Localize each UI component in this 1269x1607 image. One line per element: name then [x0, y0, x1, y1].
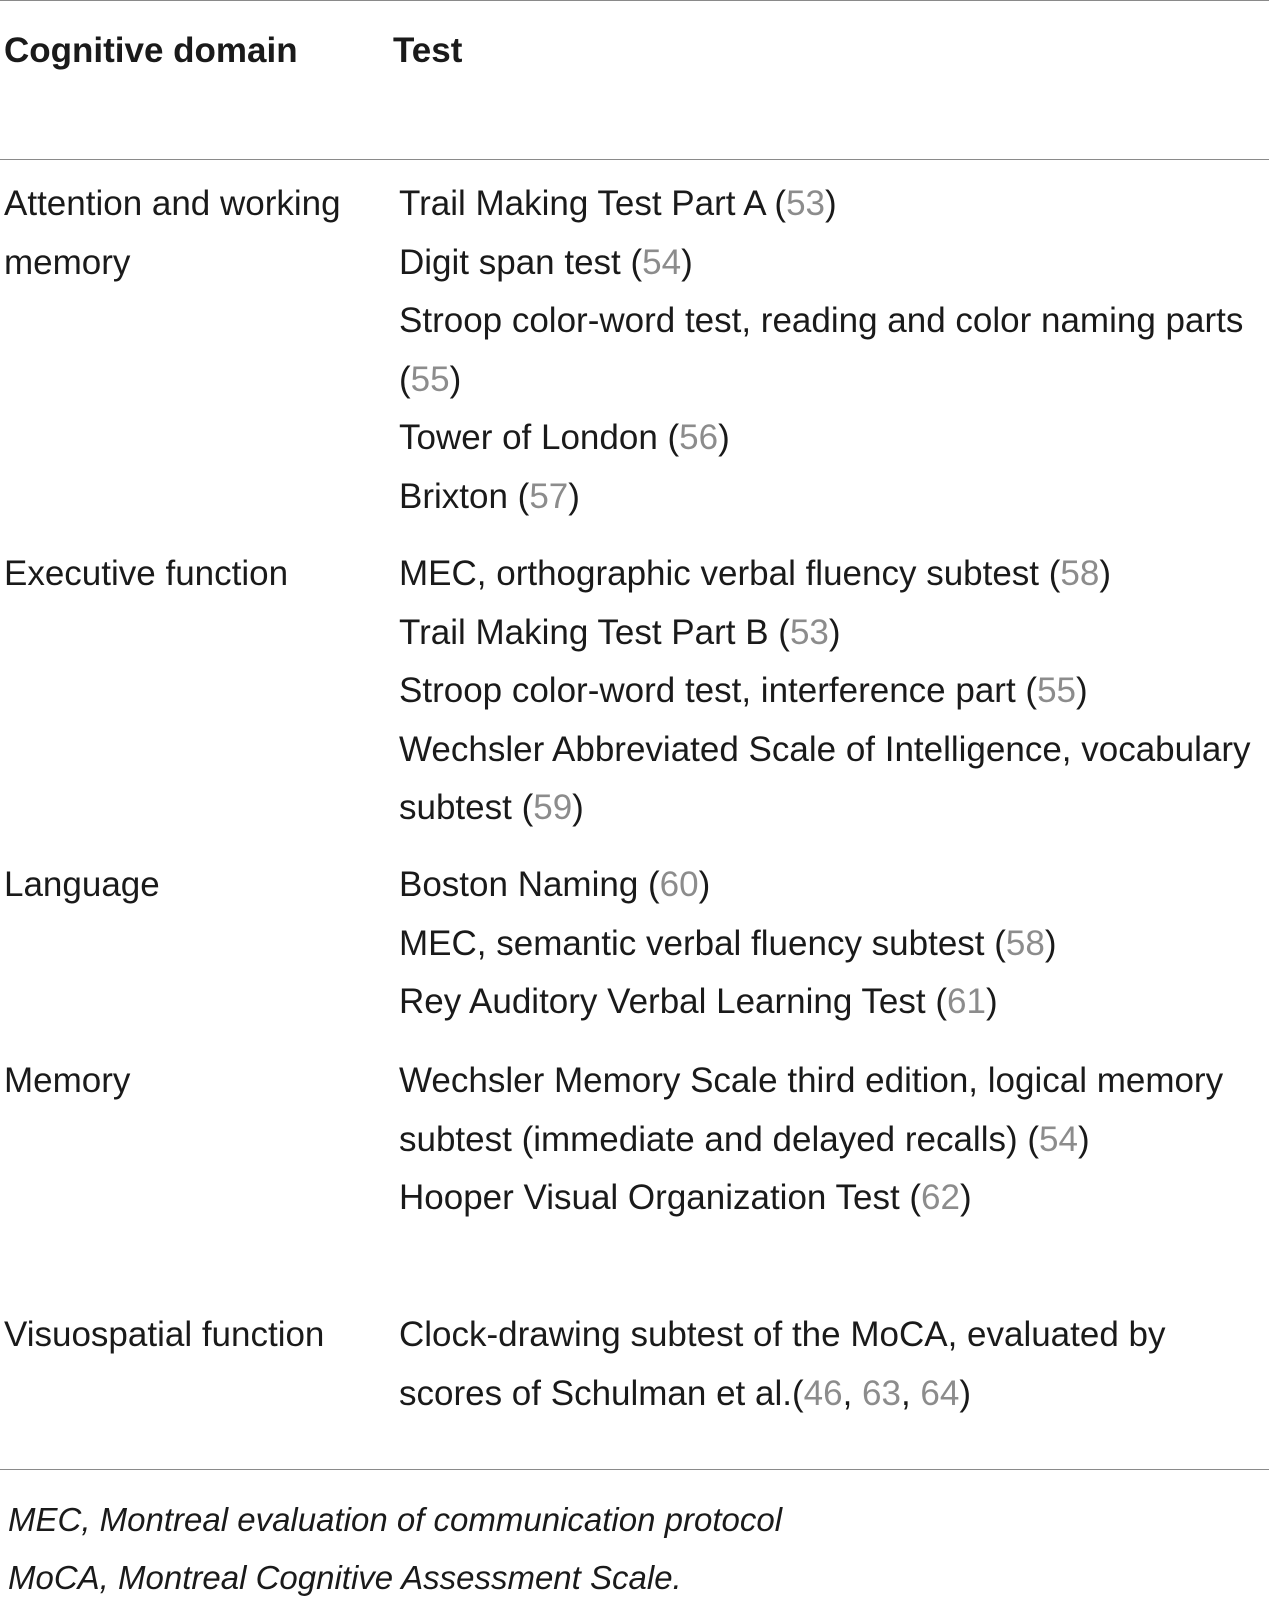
reference-separator: , — [900, 1373, 921, 1413]
reference-close: ) — [825, 184, 837, 223]
test-item — [399, 604, 1259, 663]
reference-close: ) — [568, 476, 580, 516]
reference-number[interactable]: 61 — [947, 982, 986, 1021]
test-name: Stroop color-word test, interference part ( — [399, 671, 1038, 710]
reference-close: ) — [718, 418, 730, 457]
reference-close: ) — [681, 242, 693, 282]
domain-cell: Memory — [4, 1061, 131, 1100]
header-cognitive-domain: Cognitive domain — [4, 31, 298, 70]
reference-number[interactable]: 54 — [1039, 1119, 1078, 1159]
reference-number[interactable]: 58 — [1005, 923, 1045, 963]
test-item — [399, 856, 1259, 915]
footnote-mec: MEC, Montreal evaluation of communication protocol — [8, 1501, 783, 1538]
test-item — [399, 175, 1259, 234]
footnote-moca: MoCA, Montreal Cognitive Assessment Scale. — [8, 1559, 682, 1596]
reference-separator: , — [842, 1373, 863, 1413]
bottom-rule — [0, 1469, 1269, 1470]
header-test: Test — [393, 31, 463, 70]
tests-cell — [399, 1052, 1259, 1228]
test-item — [399, 545, 1259, 604]
reference-close: ) — [1044, 923, 1057, 963]
test-name: Wechsler Memory Scale third edition, logical memory subtest (immediate and delayed recalls) ( — [399, 1061, 1224, 1159]
test-name: Digit span test ( — [399, 242, 643, 282]
test-name: Tower of London ( — [399, 418, 680, 457]
reference-number[interactable]: 56 — [679, 418, 719, 457]
domain-cell: Visuospatial function — [4, 1315, 325, 1354]
test-item — [399, 721, 1259, 838]
reference-number[interactable]: 57 — [529, 476, 569, 516]
domain-cell: Executive function — [4, 554, 289, 593]
tests-cell — [399, 856, 1259, 1032]
reference-number[interactable]: 60 — [659, 865, 699, 904]
test-item — [399, 973, 1259, 1032]
reference-close: ) — [698, 865, 711, 904]
reference-number[interactable]: 53 — [786, 184, 826, 223]
test-name: Stroop color-word test, reading and color naming parts ( — [399, 301, 1244, 399]
reference-number[interactable]: 54 — [642, 242, 682, 282]
reference-number[interactable]: 46 — [803, 1373, 843, 1413]
reference-number[interactable]: 63 — [862, 1373, 901, 1413]
reference-close: ) — [985, 982, 998, 1021]
test-name: MEC, semantic verbal fluency subtest ( — [399, 923, 1006, 963]
test-item — [399, 662, 1259, 721]
reference-number[interactable]: 59 — [533, 788, 573, 827]
reference-number[interactable]: 58 — [1060, 554, 1100, 593]
domain-cell: Attention and working memory — [4, 184, 341, 282]
test-name: Boston Naming ( — [399, 865, 660, 904]
reference-number[interactable]: 55 — [1037, 671, 1076, 710]
test-item — [399, 468, 1259, 527]
reference-number[interactable]: 64 — [920, 1373, 960, 1413]
test-name: Wechsler Abbreviated Scale of Intelligence, vocabulary subtest ( — [399, 729, 1251, 827]
reference-close: ) — [828, 612, 841, 652]
reference-close: ) — [449, 359, 462, 399]
test-name: Hooper Visual Organization Test ( — [399, 1178, 922, 1217]
tests-cell — [399, 1306, 1259, 1423]
reference-number[interactable]: 53 — [789, 612, 829, 652]
test-name: Trail Making Test Part A ( — [399, 184, 787, 223]
test-item — [399, 1169, 1259, 1228]
reference-close: ) — [1099, 554, 1112, 593]
test-item — [399, 234, 1259, 293]
reference-close: ) — [959, 1373, 971, 1413]
test-item — [399, 1052, 1259, 1169]
header-rule — [0, 159, 1269, 160]
test-item — [399, 292, 1259, 409]
test-name: MEC, orthographic verbal fluency subtest ( — [399, 554, 1061, 593]
test-item — [399, 409, 1259, 468]
test-item — [399, 1306, 1259, 1423]
tests-cell — [399, 175, 1259, 526]
reference-number[interactable]: 55 — [410, 359, 450, 399]
test-name: Brixton ( — [399, 476, 530, 516]
test-item — [399, 915, 1259, 974]
reference-close: ) — [959, 1178, 972, 1217]
test-name: Trail Making Test Part B ( — [399, 612, 790, 652]
tests-cell — [399, 545, 1259, 838]
test-name: Rey Auditory Verbal Learning Test ( — [399, 982, 948, 1021]
reference-number[interactable]: 62 — [921, 1178, 960, 1217]
reference-close: ) — [1077, 1119, 1090, 1159]
test-name: Clock-drawing subtest of the MoCA, evaluated by scores of Schulman et al.( — [399, 1315, 1166, 1413]
reference-close: ) — [1076, 671, 1088, 710]
reference-close: ) — [572, 788, 584, 827]
top-rule — [0, 0, 1269, 1]
domain-cell: Language — [4, 865, 160, 904]
